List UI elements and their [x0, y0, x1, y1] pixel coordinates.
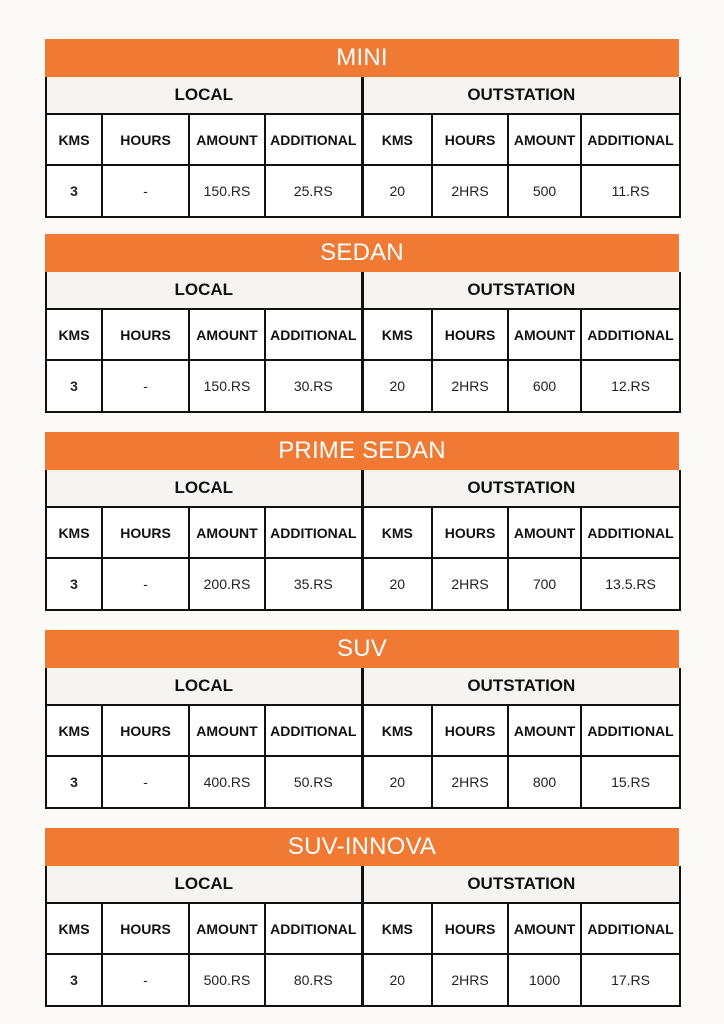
local-hours-header: HOURS [102, 903, 189, 954]
outstation-kms-header: KMS [362, 705, 432, 756]
local-additional-value: 35.RS [265, 558, 362, 610]
outstation-kms-header: KMS [362, 507, 432, 558]
local-amount-header: AMOUNT [189, 309, 265, 360]
category-title: PRIME SEDAN [45, 432, 679, 470]
outstation-additional-header: ADDITIONAL [581, 309, 680, 360]
outstation-hours-header: HOURS [432, 114, 508, 165]
outstation-group-header: OUTSTATION [362, 470, 680, 507]
local-kms-header: KMS [46, 114, 102, 165]
fare-table [45, 77, 681, 218]
local-hours-value: - [102, 756, 189, 808]
local-hours-value: - [102, 360, 189, 412]
local-amount-header: AMOUNT [189, 507, 265, 558]
outstation-group-header: OUTSTATION [362, 77, 680, 114]
outstation-amount-value: 500 [508, 165, 581, 217]
local-additional-value: 25.RS [265, 165, 362, 217]
outstation-hours-value: 2HRS [432, 756, 508, 808]
local-kms-header: KMS [46, 309, 102, 360]
local-additional-value: 50.RS [265, 756, 362, 808]
local-group-header: LOCAL [46, 272, 362, 309]
local-hours-header: HOURS [102, 114, 189, 165]
fare-block-sedan [45, 234, 679, 413]
local-additional-value: 80.RS [265, 954, 362, 1006]
outstation-hours-header: HOURS [432, 705, 508, 756]
outstation-group-header: OUTSTATION [362, 668, 680, 705]
outstation-amount-header: AMOUNT [508, 114, 581, 165]
fare-block-prime-sedan [45, 432, 679, 611]
fare-table [45, 866, 681, 1007]
local-kms-header: KMS [46, 903, 102, 954]
outstation-amount-header: AMOUNT [508, 705, 581, 756]
local-amount-value: 500.RS [189, 954, 265, 1006]
local-additional-header: ADDITIONAL [265, 309, 362, 360]
local-kms-value: 3 [46, 165, 102, 217]
local-amount-value: 150.RS [189, 360, 265, 412]
outstation-amount-value: 600 [508, 360, 581, 412]
outstation-amount-value: 700 [508, 558, 581, 610]
outstation-additional-value: 15.RS [581, 756, 680, 808]
local-hours-value: - [102, 954, 189, 1006]
fare-block-suv-innova [45, 828, 679, 1007]
outstation-hours-value: 2HRS [432, 360, 508, 412]
outstation-hours-header: HOURS [432, 309, 508, 360]
local-amount-header: AMOUNT [189, 114, 265, 165]
local-group-header: LOCAL [46, 866, 362, 903]
outstation-kms-value: 20 [362, 165, 432, 217]
outstation-hours-header: HOURS [432, 507, 508, 558]
local-group-header: LOCAL [46, 668, 362, 705]
local-kms-header: KMS [46, 705, 102, 756]
outstation-hours-value: 2HRS [432, 558, 508, 610]
outstation-kms-value: 20 [362, 954, 432, 1006]
outstation-group-header: OUTSTATION [362, 866, 680, 903]
outstation-hours-header: HOURS [432, 903, 508, 954]
local-amount-value: 150.RS [189, 165, 265, 217]
local-hours-value: - [102, 165, 189, 217]
fare-block-mini [45, 39, 679, 218]
local-additional-header: ADDITIONAL [265, 903, 362, 954]
local-amount-header: AMOUNT [189, 903, 265, 954]
outstation-hours-value: 2HRS [432, 165, 508, 217]
category-title: SUV-INNOVA [45, 828, 679, 866]
local-kms-value: 3 [46, 558, 102, 610]
outstation-amount-header: AMOUNT [508, 309, 581, 360]
local-amount-value: 400.RS [189, 756, 265, 808]
local-kms-value: 3 [46, 756, 102, 808]
outstation-kms-value: 20 [362, 558, 432, 610]
local-amount-value: 200.RS [189, 558, 265, 610]
outstation-additional-header: ADDITIONAL [581, 114, 680, 165]
outstation-additional-value: 17.RS [581, 954, 680, 1006]
category-title: MINI [45, 39, 679, 77]
local-additional-header: ADDITIONAL [265, 507, 362, 558]
outstation-additional-header: ADDITIONAL [581, 507, 680, 558]
local-kms-header: KMS [46, 507, 102, 558]
fare-table [45, 470, 681, 611]
outstation-group-header: OUTSTATION [362, 272, 680, 309]
outstation-amount-value: 1000 [508, 954, 581, 1006]
local-additional-header: ADDITIONAL [265, 705, 362, 756]
fare-table [45, 272, 681, 413]
outstation-additional-value: 11.RS [581, 165, 680, 217]
local-hours-header: HOURS [102, 309, 189, 360]
outstation-hours-value: 2HRS [432, 954, 508, 1006]
outstation-kms-header: KMS [362, 309, 432, 360]
outstation-amount-value: 800 [508, 756, 581, 808]
outstation-kms-value: 20 [362, 360, 432, 412]
local-hours-value: - [102, 558, 189, 610]
local-additional-header: ADDITIONAL [265, 114, 362, 165]
local-additional-value: 30.RS [265, 360, 362, 412]
local-group-header: LOCAL [46, 470, 362, 507]
local-amount-header: AMOUNT [189, 705, 265, 756]
category-title: SUV [45, 630, 679, 668]
outstation-kms-header: KMS [362, 903, 432, 954]
local-kms-value: 3 [46, 360, 102, 412]
outstation-additional-header: ADDITIONAL [581, 705, 680, 756]
outstation-additional-header: ADDITIONAL [581, 903, 680, 954]
local-hours-header: HOURS [102, 705, 189, 756]
outstation-kms-value: 20 [362, 756, 432, 808]
outstation-amount-header: AMOUNT [508, 507, 581, 558]
local-group-header: LOCAL [46, 77, 362, 114]
outstation-amount-header: AMOUNT [508, 903, 581, 954]
fare-table [45, 668, 681, 809]
local-hours-header: HOURS [102, 507, 189, 558]
outstation-additional-value: 12.RS [581, 360, 680, 412]
local-kms-value: 3 [46, 954, 102, 1006]
outstation-kms-header: KMS [362, 114, 432, 165]
fare-block-suv [45, 630, 679, 809]
outstation-additional-value: 13.5.RS [581, 558, 680, 610]
category-title: SEDAN [45, 234, 679, 272]
